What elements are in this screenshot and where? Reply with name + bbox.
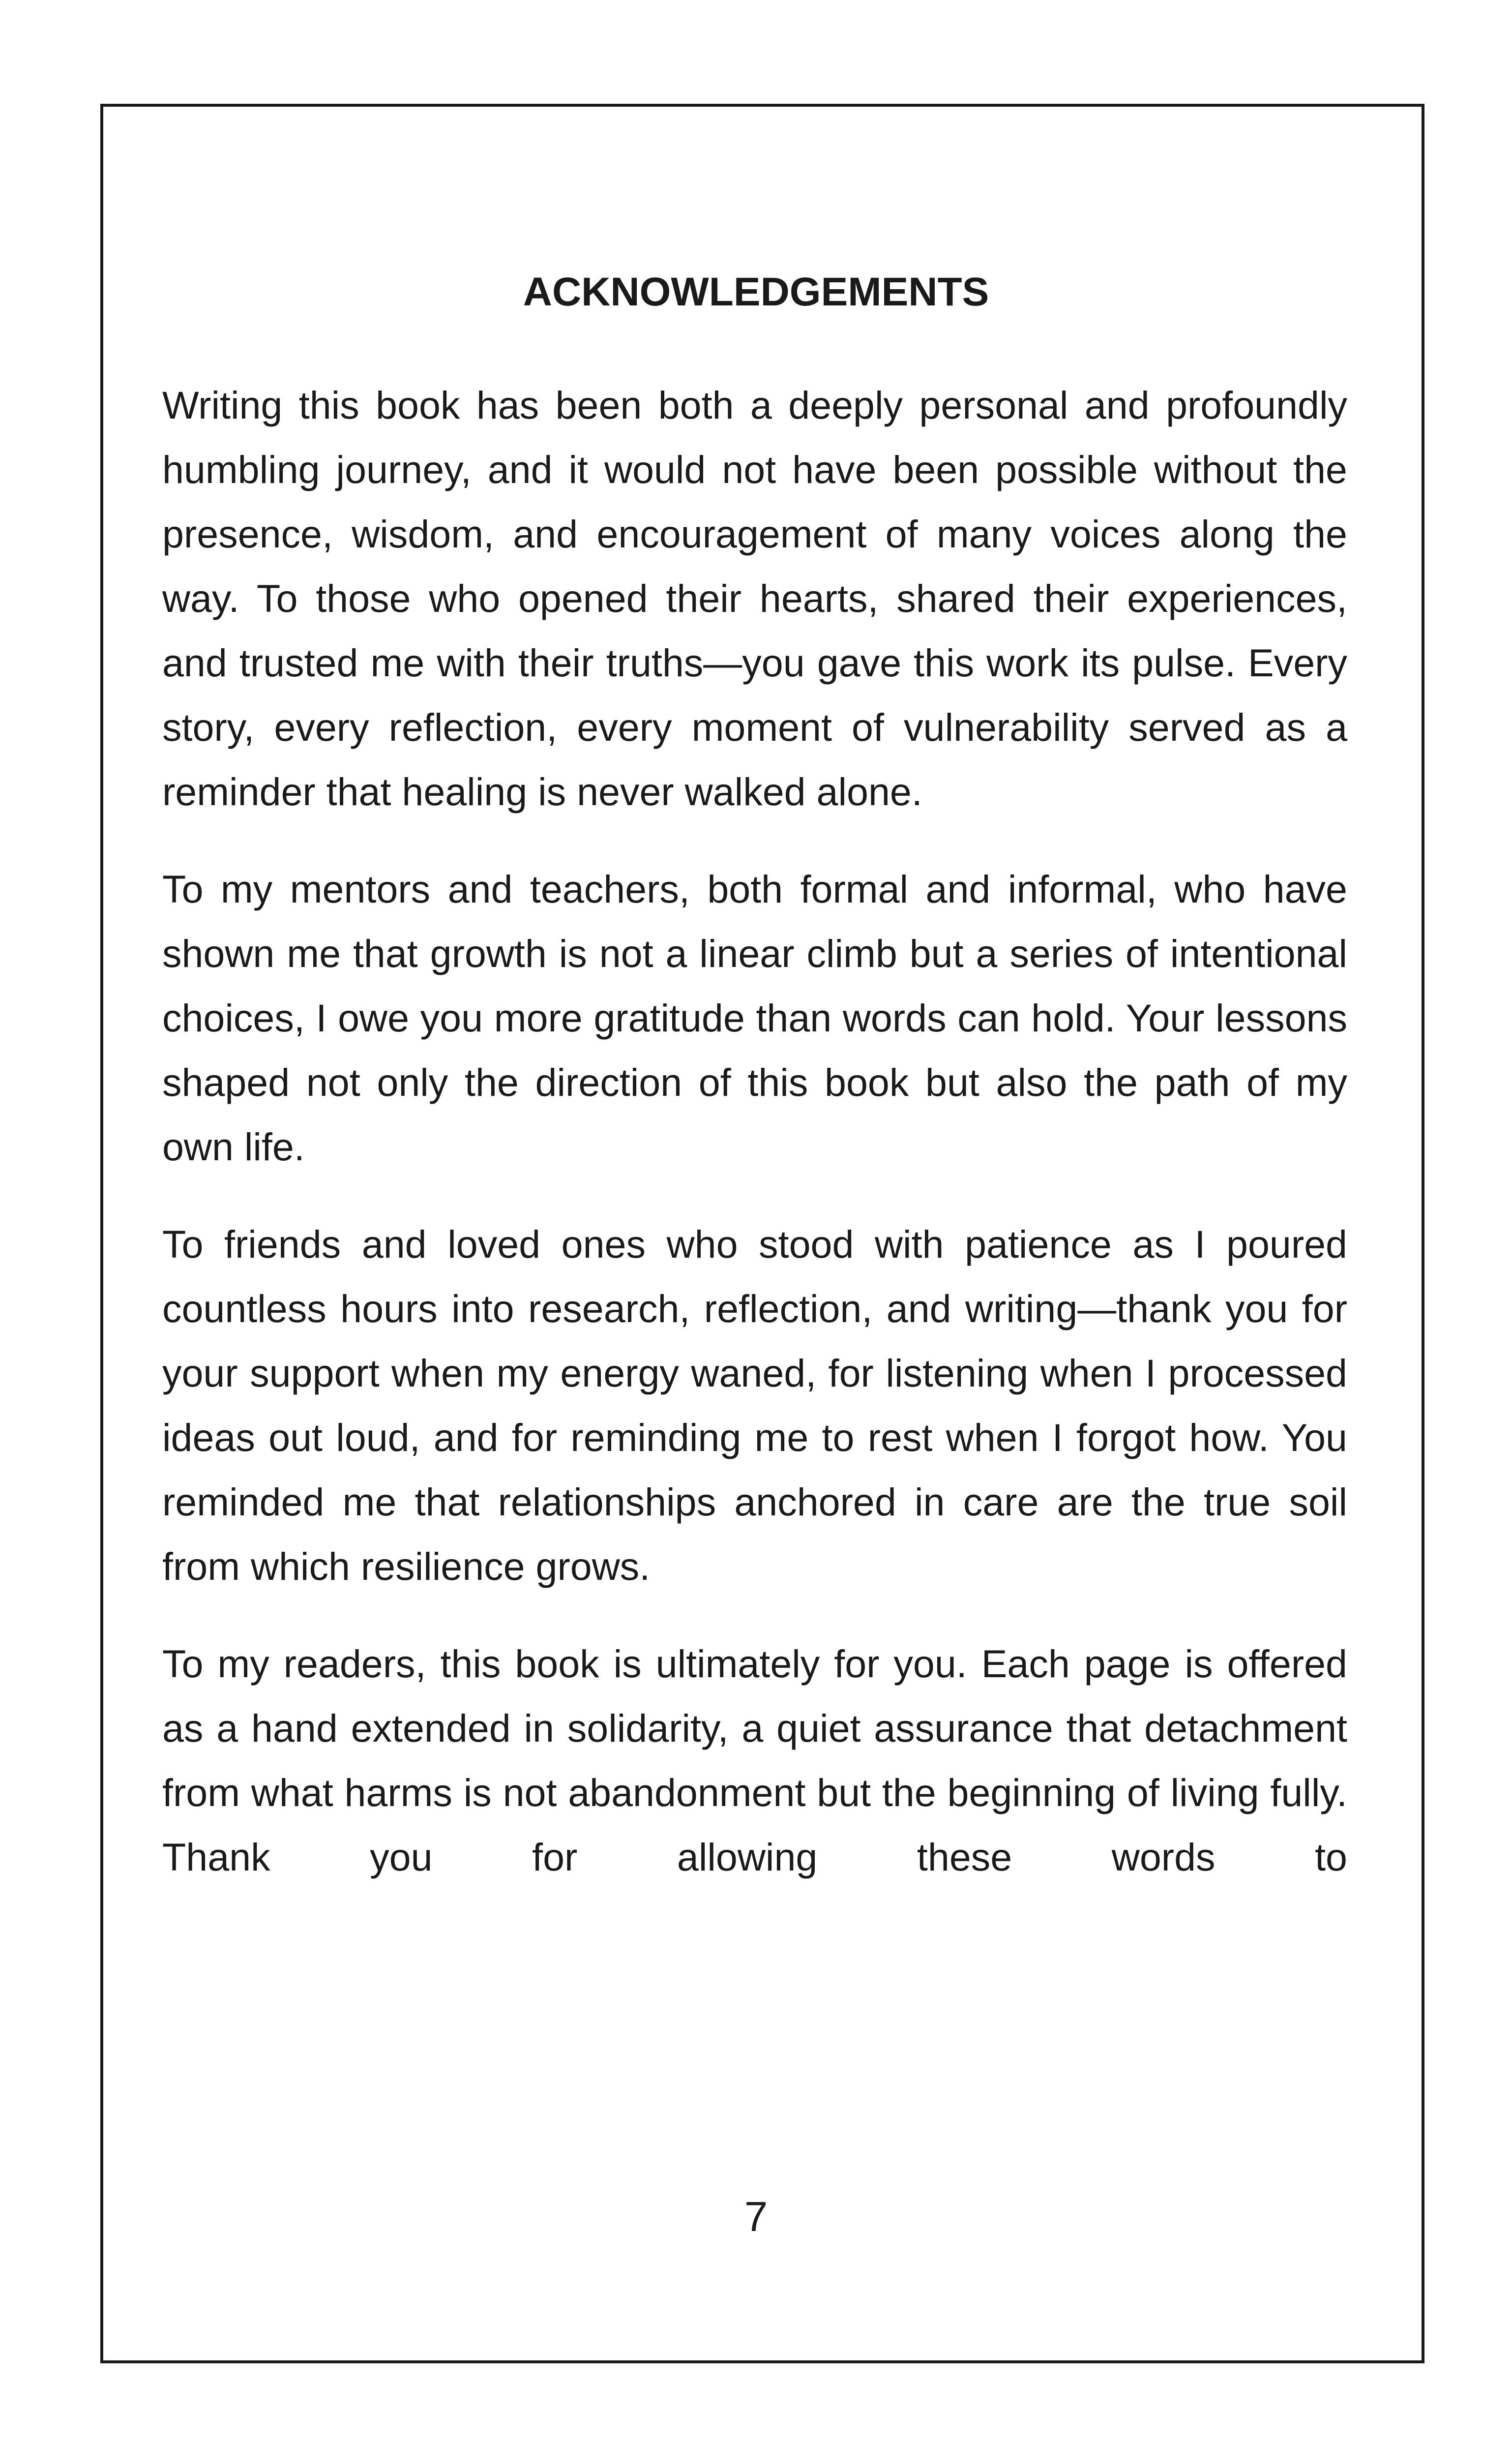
paragraph-3: To friends and loved ones who stood with patience as I poured countless hours into research, reflection, and writing—thank you for your support when my energy waned, for listening when I processed ideas out loud, and for reminding me to rest when I forgot how. You reminded me that relationships anchored in care are the true soil from which resilience grows. bbox=[162, 1222, 1347, 1588]
page-number: 7 bbox=[744, 2194, 768, 2240]
paragraph-1: Writing this book has been both a deeply personal and profoundly humbling journey, and it would not have been possible without the presence, wisdom, and encouragement of many voices along the way. To those who opened their hearts, shared their experiences, and trusted me with their truths—you gave this work its pulse. Every story, every reflection, every moment of vulnerability served as a reminder that healing is never walked alone. bbox=[162, 383, 1347, 814]
paragraph-4: To my readers, this book is ultimately for you. Each page is offered as a hand extended in solidarity, a quiet assurance that detachment from what harms is not abandonment but the beginning of living fully. Thank you for allowing these words to bbox=[162, 1642, 1347, 1879]
paragraph-2: To my mentors and teachers, both formal and informal, who have shown me that growth is not a linear climb but a series of intentional choices, I owe you more gratitude than words can hold. Your lessons shaped not only the direction of this book but also the path of my own life. bbox=[162, 867, 1347, 1169]
body-text bbox=[162, 373, 1347, 1922]
page-title: ACKNOWLEDGEMENTS bbox=[523, 270, 989, 314]
